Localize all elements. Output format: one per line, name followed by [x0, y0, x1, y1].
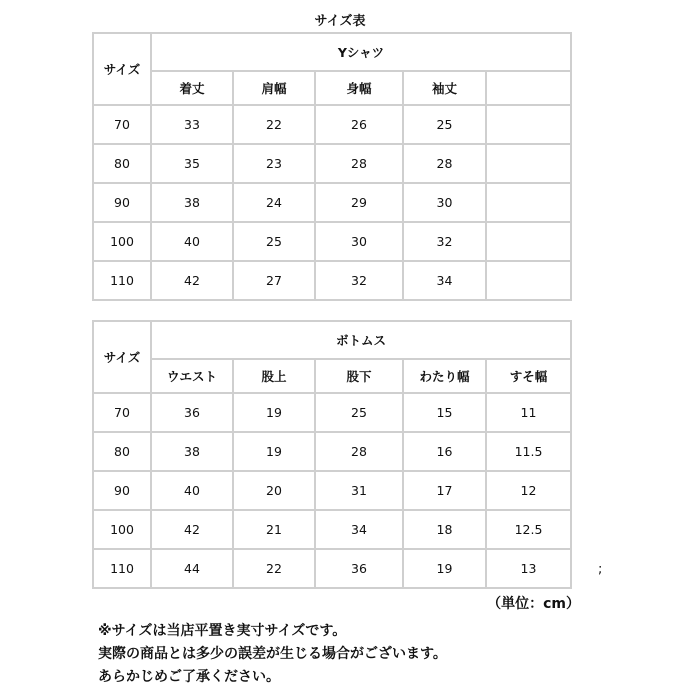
table-row	[93, 393, 571, 432]
table-row	[93, 432, 571, 471]
size-header: サイズ	[93, 321, 151, 393]
value-cell: 36	[315, 549, 403, 588]
notes	[98, 620, 447, 689]
value-cell: 19	[233, 432, 315, 471]
column-header: 袖丈	[403, 71, 486, 105]
value-cell: 30	[315, 222, 403, 261]
column-header: 股上	[233, 359, 315, 393]
column-header: ウエスト	[151, 359, 233, 393]
value-cell: 34	[315, 510, 403, 549]
value-cell: 22	[233, 105, 315, 144]
group-header: Yシャツ	[151, 33, 571, 71]
value-cell: 13	[486, 549, 571, 588]
value-cell: 38	[151, 432, 233, 471]
value-cell: 20	[233, 471, 315, 510]
note-line: あらかじめご了承ください。	[98, 669, 280, 685]
value-cell: 35	[151, 144, 233, 183]
value-cell: 12.5	[486, 510, 571, 549]
value-cell: 19	[403, 549, 486, 588]
table-row	[93, 222, 571, 261]
value-cell	[486, 105, 571, 144]
value-cell: 31	[315, 471, 403, 510]
table-row	[93, 510, 571, 549]
size-cell: 80	[93, 432, 151, 471]
value-cell: 42	[151, 261, 233, 300]
value-cell: 38	[151, 183, 233, 222]
value-cell: 21	[233, 510, 315, 549]
group-header: ボトムス	[151, 321, 571, 359]
value-cell: 25	[403, 105, 486, 144]
value-cell: 36	[151, 393, 233, 432]
value-cell	[486, 222, 571, 261]
table-row	[93, 183, 571, 222]
value-cell: 27	[233, 261, 315, 300]
table-row	[93, 261, 571, 300]
size-cell: 70	[93, 393, 151, 432]
value-cell	[486, 183, 571, 222]
table-row	[93, 105, 571, 144]
size-cell: 80	[93, 144, 151, 183]
note-line: 実際の商品とは多少の誤差が生じる場合がございます。	[98, 646, 447, 662]
column-header: 肩幅	[233, 71, 315, 105]
value-cell: 33	[151, 105, 233, 144]
value-cell: 44	[151, 549, 233, 588]
value-cell: 32	[315, 261, 403, 300]
value-cell: 28	[315, 144, 403, 183]
table-row	[93, 144, 571, 183]
value-cell: 28	[403, 144, 486, 183]
value-cell: 25	[315, 393, 403, 432]
column-header: わたり幅	[403, 359, 486, 393]
size-cell: 110	[93, 261, 151, 300]
size-cell: 70	[93, 105, 151, 144]
value-cell: 11.5	[486, 432, 571, 471]
value-cell: 18	[403, 510, 486, 549]
value-cell	[486, 261, 571, 300]
unit-note: （単位：cm）	[487, 596, 580, 612]
value-cell: 30	[403, 183, 486, 222]
value-cell: 22	[233, 549, 315, 588]
size-cell: 90	[93, 183, 151, 222]
table-row	[93, 549, 571, 588]
value-cell: 17	[403, 471, 486, 510]
size-cell: 110	[93, 549, 151, 588]
value-cell: 29	[315, 183, 403, 222]
size-header: サイズ	[93, 33, 151, 105]
size-cell: 90	[93, 471, 151, 510]
value-cell: 42	[151, 510, 233, 549]
value-cell: 34	[403, 261, 486, 300]
value-cell: 19	[233, 393, 315, 432]
size-cell: 100	[93, 510, 151, 549]
column-header	[486, 71, 571, 105]
value-cell: 16	[403, 432, 486, 471]
value-cell: 26	[315, 105, 403, 144]
column-header: 股下	[315, 359, 403, 393]
size-cell: 100	[93, 222, 151, 261]
column-header: 着丈	[151, 71, 233, 105]
page-title: サイズ表	[314, 14, 366, 29]
value-cell: 32	[403, 222, 486, 261]
value-cell: 11	[486, 393, 571, 432]
value-cell: 25	[233, 222, 315, 261]
value-cell: 12	[486, 471, 571, 510]
bottoms-size-table	[92, 320, 572, 589]
value-cell: 40	[151, 222, 233, 261]
shirt-size-table	[92, 32, 572, 301]
value-cell: 24	[233, 183, 315, 222]
note-line: ※サイズは当店平置き実寸サイズです。	[98, 623, 347, 639]
value-cell: 15	[403, 393, 486, 432]
column-header: すそ幅	[486, 359, 571, 393]
value-cell: 23	[233, 144, 315, 183]
table-row	[93, 471, 571, 510]
value-cell: 40	[151, 471, 233, 510]
column-header: 身幅	[315, 71, 403, 105]
stray-mark: ;	[598, 562, 603, 577]
value-cell	[486, 144, 571, 183]
value-cell: 28	[315, 432, 403, 471]
